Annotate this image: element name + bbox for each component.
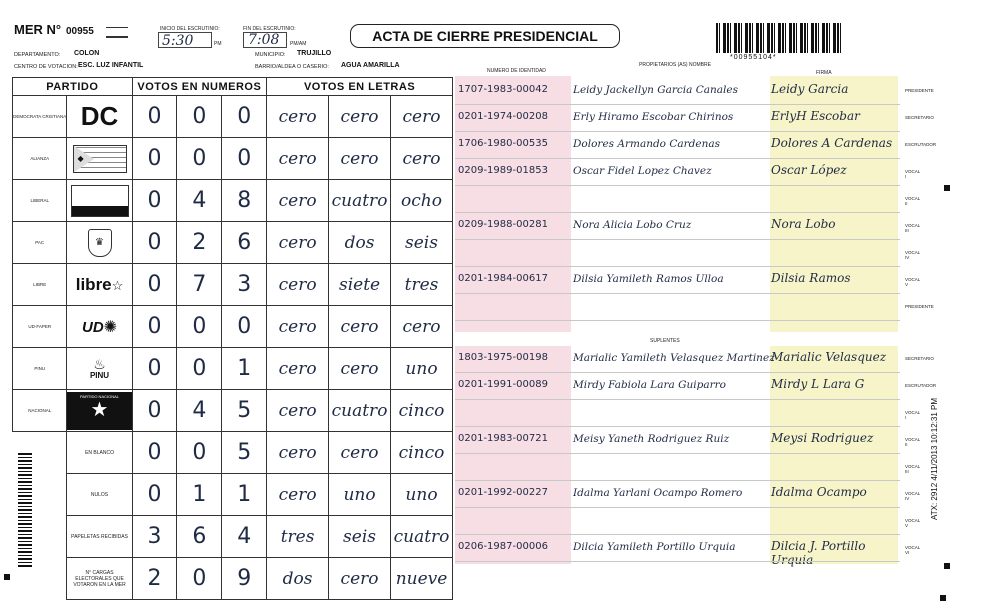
- centro-label: CENTRO DE VOTACION:: [14, 64, 78, 70]
- vote-word: cuatro: [329, 390, 391, 432]
- total-row: [13, 516, 453, 558]
- vote-digit: 0: [177, 348, 222, 390]
- member-name: Meisy Yaneth Rodriguez Ruiz: [573, 433, 730, 445]
- member-signature: Dilsia Ramos: [771, 271, 851, 285]
- role-label: VOCAL III: [905, 223, 921, 233]
- vote-digit: 3: [132, 516, 177, 558]
- centro-value: ESC. LUZ INFANTIL: [78, 62, 144, 69]
- fin-label: FIN DEL ESCRUTINIO:: [243, 26, 296, 32]
- vote-digit: 0: [177, 96, 222, 138]
- vote-word: cero: [329, 306, 391, 348]
- party-row: [13, 264, 453, 306]
- signature-row: [455, 82, 934, 104]
- signature-row: [455, 350, 934, 372]
- total-label: N° CARGAS ELECTORALES QUE VOTARON EN LA MER: [67, 558, 132, 600]
- vote-digit: 0: [177, 306, 222, 348]
- vote-word: cero: [329, 558, 391, 600]
- identity-number: 0201-1974-00208: [458, 111, 548, 122]
- sign-header: FIRMA: [816, 70, 832, 76]
- side-stamp: ATX: 2912 4/11/2013 10:12:31 PM: [930, 397, 939, 520]
- identity-number: 0201-1991-00089: [458, 379, 548, 390]
- signature-row: [455, 377, 937, 399]
- member-signature: Oscar López: [771, 163, 847, 177]
- party-logo: [67, 306, 132, 348]
- star-icon: ☆: [111, 277, 124, 293]
- role-label: VOCAL II: [905, 437, 921, 447]
- vote-digit: 0: [132, 138, 177, 180]
- fin-value: 7:08: [248, 32, 280, 48]
- row-divider: [455, 266, 900, 267]
- vote-word: cuatro: [391, 516, 453, 558]
- vote-digit: 1: [177, 474, 222, 516]
- row-divider: [455, 372, 900, 373]
- vote-digit: 0: [132, 96, 177, 138]
- role-label: VOCAL IV: [905, 250, 921, 260]
- vote-digit: 0: [222, 306, 267, 348]
- signature-row: [455, 136, 937, 158]
- member-signature: Mirdy L Lara G: [771, 377, 865, 391]
- vote-word: siete: [329, 264, 391, 306]
- member-signature: Meysi Rodriguez: [771, 431, 874, 445]
- vote-digit: 0: [177, 138, 222, 180]
- role-label: ESCRUTADOR: [905, 142, 937, 147]
- party-name: NACIONAL: [13, 390, 67, 432]
- role-label: ESCRUTADOR: [905, 383, 937, 388]
- role-label: VOCAL I: [905, 169, 921, 179]
- party-row: [13, 222, 453, 264]
- total-row: [13, 432, 453, 474]
- signature-row: [455, 431, 921, 453]
- party-name: UD-FAPER: [13, 306, 67, 348]
- identity-number: 0206-1987-00006: [458, 541, 548, 552]
- vote-word: cero: [329, 96, 391, 138]
- vote-word: cero: [329, 348, 391, 390]
- row-divider: [455, 507, 900, 508]
- vote-word: cero: [267, 432, 329, 474]
- vote-digit: 0: [132, 180, 177, 222]
- member-name: Mirdy Fabiola Lara Guiparro: [573, 379, 727, 391]
- identity-number: 0201-1984-00617: [458, 273, 548, 284]
- vote-digit: 4: [177, 390, 222, 432]
- registration-mark: [944, 185, 950, 191]
- municipio-value: TRUJILLO: [297, 50, 332, 57]
- identity-number: 0209-1989-01853: [458, 165, 548, 176]
- role-label: VOCAL V: [905, 518, 921, 528]
- party-logo: [67, 390, 132, 432]
- row-divider: [455, 399, 900, 400]
- municipio-label: MUNICIPIO:: [255, 52, 286, 58]
- member-signature: Dilcia J. Portillo Urquia: [771, 539, 866, 567]
- role-label: PRESIDENTE: [905, 304, 934, 309]
- row-divider: [455, 426, 900, 427]
- member-name: Nora Alicia Lobo Cruz: [573, 219, 692, 231]
- fin-suffix: PM/AM: [290, 41, 307, 47]
- vote-word: cero: [267, 390, 329, 432]
- total-label: NULOS: [67, 474, 132, 516]
- vote-word: cero: [267, 348, 329, 390]
- vote-digit: 9: [222, 558, 267, 600]
- mer-label: MER N°: [14, 22, 62, 37]
- identity-number: 0201-1992-00227: [458, 487, 548, 498]
- col-numeros: VOTOS EN NUMEROS: [132, 78, 267, 96]
- role-label: VOCAL V: [905, 277, 921, 287]
- member-signature: ErlyH Escobar: [771, 109, 860, 123]
- vote-digit: 1: [222, 348, 267, 390]
- vote-digit: 0: [132, 264, 177, 306]
- vote-digit: 0: [132, 390, 177, 432]
- role-label: SECRETARIO: [905, 115, 934, 120]
- vote-word: cero: [267, 474, 329, 516]
- vote-digit: 0: [132, 348, 177, 390]
- vote-word: dos: [267, 558, 329, 600]
- inicio-box: [158, 32, 212, 48]
- signature-row: [455, 217, 921, 239]
- member-name: Oscar Fidel Lopez Chavez: [573, 165, 712, 177]
- name-header: PROPIETARIOS (AS) NOMBRE: [639, 62, 711, 68]
- vote-word: cero: [267, 306, 329, 348]
- fin-box: [243, 32, 287, 48]
- vote-digit: 5: [222, 390, 267, 432]
- barrio-label: BARRIO/ALDEA O CASERIO:: [255, 64, 329, 70]
- party-name: LIBRE: [13, 264, 67, 306]
- role-label: VOCAL III: [905, 464, 921, 474]
- signature-row: [455, 539, 921, 567]
- pac-shield-icon: ♛: [88, 229, 112, 257]
- party-row: [13, 348, 453, 390]
- pinu-logo: PINU: [89, 371, 110, 380]
- departamento-value: COLON: [74, 50, 100, 57]
- vote-word: seis: [329, 516, 391, 558]
- member-signature: Nora Lobo: [771, 217, 836, 231]
- row-divider: [455, 158, 900, 159]
- cne-logo: [106, 27, 128, 38]
- identity-number: 0201-1983-00721: [458, 433, 548, 444]
- vote-word: uno: [391, 348, 453, 390]
- signature-row: [455, 109, 934, 131]
- row-divider: [455, 293, 900, 294]
- identity-number: 1803-1975-00198: [458, 352, 548, 363]
- row-divider: [455, 104, 900, 105]
- party-name: DEMOCRATA CRISTIANA: [13, 96, 67, 138]
- party-name: PINU: [13, 348, 67, 390]
- identity-number: 0209-1988-00281: [458, 219, 548, 230]
- member-name: Dolores Armando Cardenas: [573, 138, 720, 150]
- liberal-flag-icon: [71, 185, 129, 217]
- member-name: Leidy Jackellyn Garcia Canales: [573, 84, 738, 96]
- member-name: Dilsia Yamileth Ramos Ulloa: [573, 273, 724, 285]
- role-label: VOCAL VI: [905, 545, 921, 555]
- page-title: ACTA DE CIERRE PRESIDENCIAL: [350, 24, 620, 48]
- vote-digit: 0: [132, 432, 177, 474]
- vote-digit: 1: [222, 474, 267, 516]
- member-name: Dilcia Yamileth Portillo Urquia: [573, 541, 736, 553]
- vote-word: cero: [267, 138, 329, 180]
- vote-word: uno: [391, 474, 453, 516]
- member-name: Marialic Yamileth Velasquez Martinez: [573, 352, 775, 364]
- party-name: LIBERAL: [13, 180, 67, 222]
- vote-digit: 0: [177, 558, 222, 600]
- vote-word: cero: [267, 180, 329, 222]
- identity-number: 1706-1980-00535: [458, 138, 548, 149]
- row-divider: [455, 320, 900, 321]
- vote-digit: 0: [222, 96, 267, 138]
- row-divider: [455, 185, 900, 186]
- vote-word: tres: [391, 264, 453, 306]
- party-row: [13, 390, 453, 432]
- party-row: [13, 306, 453, 348]
- member-name: Erly Hiramo Escobar Chirinos: [573, 111, 734, 123]
- registration-mark: [944, 563, 950, 569]
- vote-digit: 0: [177, 432, 222, 474]
- identity-number: 1707-1983-00042: [458, 84, 548, 95]
- member-signature: Dolores A Cardenas: [771, 136, 893, 150]
- party-logo: [67, 96, 132, 138]
- vote-digit: 0: [222, 138, 267, 180]
- member-signature: Marialic Velasquez: [771, 350, 887, 364]
- suplentes-header: SUPLENTES: [650, 338, 680, 344]
- barrio-value: AGUA AMARILLA: [341, 62, 400, 69]
- signature-row: [455, 514, 921, 534]
- total-label: EN BLANCO: [67, 432, 132, 474]
- col-letras: VOTOS EN LETRAS: [267, 78, 453, 96]
- vote-digit: 8: [222, 180, 267, 222]
- barcode-text: *00955104*: [730, 54, 777, 61]
- signature-row: [455, 406, 921, 426]
- vote-digit: 2: [132, 558, 177, 600]
- registration-mark: [4, 574, 10, 580]
- role-label: VOCAL II: [905, 196, 921, 206]
- vote-word: seis: [391, 222, 453, 264]
- registration-mark: [940, 595, 946, 601]
- total-row: [13, 474, 453, 516]
- vote-word: cero: [267, 264, 329, 306]
- vote-word: cero: [267, 96, 329, 138]
- role-label: VOCAL IV: [905, 491, 921, 501]
- role-label: SECRETARIO: [905, 356, 934, 361]
- vote-digit: 4: [177, 180, 222, 222]
- row-divider: [455, 561, 900, 562]
- party-row: [13, 180, 453, 222]
- party-name: ALIANZA: [13, 138, 67, 180]
- row-divider: [455, 480, 900, 481]
- party-logo: [67, 180, 132, 222]
- inicio-suffix: PM: [214, 41, 222, 47]
- member-signature: Idalma Ocampo: [771, 485, 867, 499]
- mer-number: 00955: [66, 26, 94, 37]
- vote-word: cero: [329, 138, 391, 180]
- vote-word: nueve: [391, 558, 453, 600]
- nacional-logo: PARTIDO NACIONAL: [80, 393, 120, 399]
- vote-digit: 0: [132, 306, 177, 348]
- sun-icon: ✺: [103, 318, 118, 336]
- vote-digit: 2: [177, 222, 222, 264]
- vote-word: cero: [267, 222, 329, 264]
- departamento-label: DEPARTAMENTO:: [14, 52, 61, 58]
- vote-word: tres: [267, 516, 329, 558]
- member-name: Idalma Yarlani Ocampo Romero: [573, 487, 743, 499]
- member-signature: Leidy Garcia: [771, 82, 849, 96]
- libre-logo: libre: [75, 274, 112, 294]
- star-icon: ★: [90, 398, 109, 421]
- vote-digit: 0: [132, 222, 177, 264]
- vote-digit: 6: [222, 222, 267, 264]
- vote-word: cinco: [391, 432, 453, 474]
- row-divider: [455, 534, 900, 535]
- vote-digit: 7: [177, 264, 222, 306]
- signature-row: [455, 300, 934, 320]
- party-logo: [67, 264, 132, 306]
- signature-row: [455, 246, 921, 266]
- row-divider: [455, 239, 900, 240]
- vote-word: dos: [329, 222, 391, 264]
- row-divider: [455, 212, 900, 213]
- vote-word: cero: [391, 306, 453, 348]
- vote-digit: 3: [222, 264, 267, 306]
- party-name: PAC: [13, 222, 67, 264]
- tally-table: [12, 77, 453, 600]
- vote-digit: 4: [222, 516, 267, 558]
- row-divider: [455, 453, 900, 454]
- vote-word: uno: [329, 474, 391, 516]
- party-logo: [67, 348, 132, 390]
- vote-word: cero: [391, 138, 453, 180]
- vote-word: cero: [391, 96, 453, 138]
- signature-row: [455, 460, 921, 480]
- party-logo: [67, 222, 132, 264]
- role-label: PRESIDENTE: [905, 88, 934, 93]
- signature-row: [455, 163, 921, 185]
- barcode: [716, 23, 844, 53]
- party-logo: [67, 138, 132, 180]
- signature-row: [455, 485, 921, 507]
- vote-word: cero: [329, 432, 391, 474]
- id-header: NUMERO DE IDENTIDAD: [487, 68, 546, 74]
- ud-logo: UD: [81, 318, 104, 336]
- inicio-value: 5:30: [162, 33, 194, 49]
- inicio-label: INICIO DEL ESCRUTINIO:: [160, 26, 220, 32]
- dc-logo: DC: [80, 101, 119, 131]
- party-row: [13, 138, 453, 180]
- vote-digit: 0: [132, 474, 177, 516]
- vote-word: cinco: [391, 390, 453, 432]
- vote-digit: 6: [177, 516, 222, 558]
- signature-row: [455, 271, 921, 293]
- vote-word: ocho: [391, 180, 453, 222]
- vote-digit: 5: [222, 432, 267, 474]
- col-partido: PARTIDO: [13, 78, 133, 96]
- row-divider: [455, 131, 900, 132]
- alianza-flag-icon: ◆: [73, 145, 127, 173]
- total-row: [13, 558, 453, 600]
- role-label: VOCAL I: [905, 410, 921, 420]
- signature-row: [455, 192, 921, 212]
- torch-icon: ♨: [93, 356, 106, 372]
- vote-word: cuatro: [329, 180, 391, 222]
- party-row: [13, 96, 453, 138]
- total-label: PAPELETAS RECIBIDAS: [67, 516, 132, 558]
